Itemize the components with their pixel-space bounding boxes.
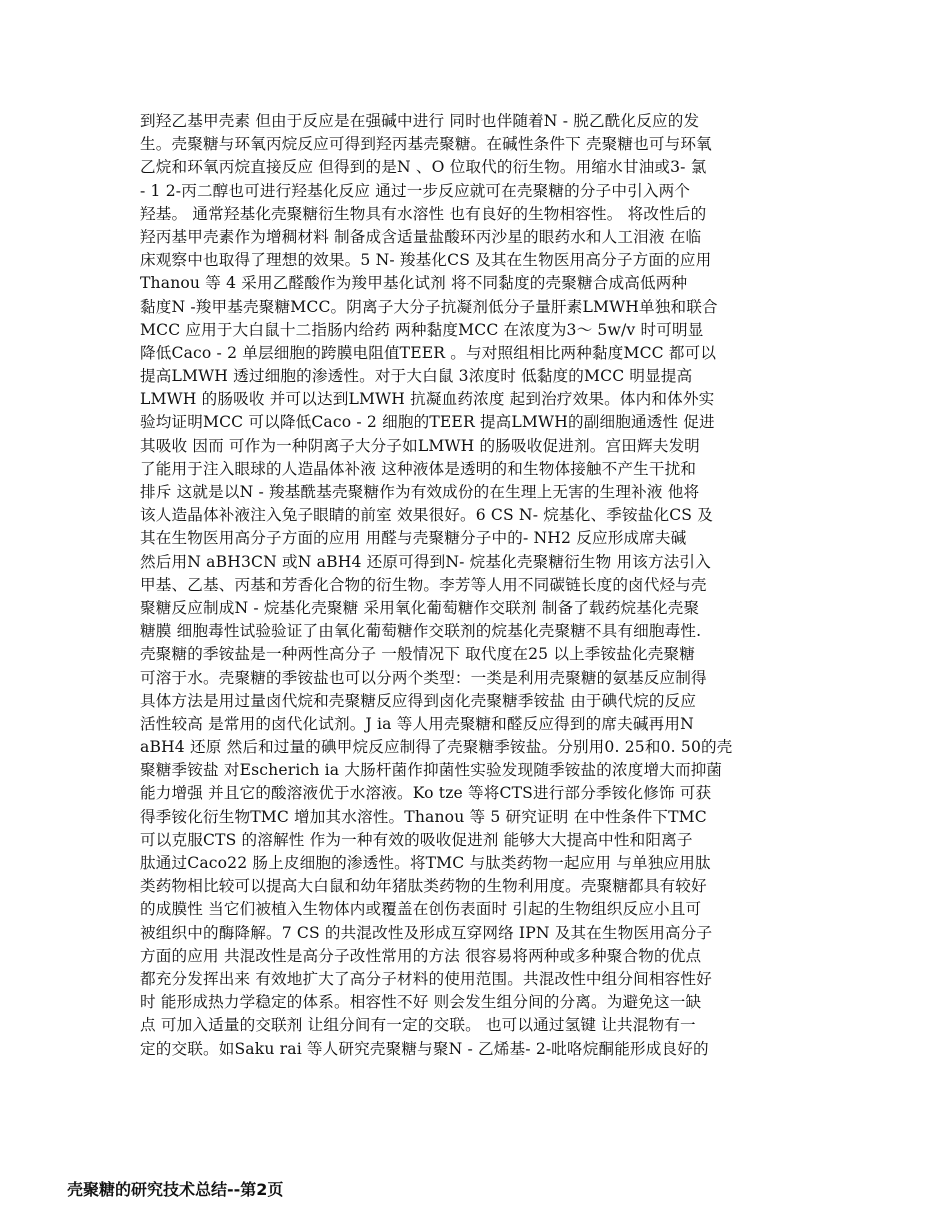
- text-line: - 1 2-丙二醇也可进行羟基化反应 通过一步反应就可在壳聚糖的分子中引入两个: [140, 181, 691, 200]
- text-line: 点 可加入适量的交联剂 让组分间有一定的交联。 也可以通过氢键 让共混物有一: [140, 1016, 696, 1035]
- text-line: 可溶于水。壳聚糖的季铵盐也可以分两个类型：一类是利用壳聚糖的氨基反应制得: [140, 668, 707, 687]
- text-line: 方面的应用 共混改性是高分子改性常用的方法 很容易将两种或多种聚合物的优点: [140, 946, 702, 965]
- text-line: 定的交联。如Saku rai 等人研究壳聚糖与聚N - 乙烯基- 2-吡咯烷酮能形成良好的: [140, 1039, 709, 1058]
- text-line: 可以克服CTS 的溶解性 作为一种有效的吸收促进剂 能够大大提高中性和阳离子: [140, 830, 693, 849]
- text-line: 提高LMWH 透过细胞的渗透性。对于大白鼠 3浓度时 低黏度的MCC 明显提高: [140, 367, 693, 386]
- text-line: 肽通过Caco22 肠上皮细胞的渗透性。将TMC 与肽类药物一起应用 与单独应用肽: [140, 854, 711, 872]
- text-line: 能力增强 并且它的酸溶液优于水溶液。Ko tze 等将CTS进行部分季铵化修饰 可获: [140, 784, 712, 803]
- page-footer: 壳聚糖的研究技术总结--第2页: [67, 1180, 284, 1199]
- text-line: Thanou 等 4 采用乙醛酸作为羧甲基化试剂 将不同黏度的壳聚糖合成高低两种: [140, 274, 688, 293]
- text-line: 降低Caco - 2 单层细胞的跨膜电阻值TEER 。与对照组相比两种黏度MCC 都可以: [140, 343, 717, 362]
- text-line: 其在生物医用高分子方面的应用 用醛与壳聚糖分子中的- NH2 反应形成席夫碱: [140, 529, 687, 548]
- text-line: 甲基、乙基、丙基和芳香化合物的衍生物。李芳等人用不同碳链长度的卤代烃与壳: [140, 575, 707, 594]
- text-line: 了能用于注入眼球的人造晶体补液 这种液体是透明的和生物体接触不产生干扰和: [140, 459, 697, 478]
- text-line: 排斥 这就是以N - 羧基酰基壳聚糖作为有效成份的在生理上无害的生理补液 他将: [140, 483, 700, 501]
- text-line: 床观察中也取得了理想的效果。5 N- 羧基化CS 及其在生物医用高分子方面的应用: [140, 251, 712, 270]
- text-line: 黏度N -羧甲基壳聚糖MCC。阴离子大分子抗凝剂低分子量肝素LMWH单独和联合: [140, 297, 718, 316]
- text-line: 羟基。 通常羟基化壳聚糖衍生物具有水溶性 也有良好的生物相容性。 将改性后的: [140, 204, 707, 223]
- body-text: [140, 110, 820, 1061]
- text-line: 活性较高 是常用的卤代化试剂。J ia 等人用壳聚糖和醛反应得到的席夫碱再用N: [140, 714, 694, 733]
- text-line: 验均证明MCC 可以降低Caco - 2 细胞的TEER 提高LMWH的副细胞通透性 促进: [140, 413, 715, 432]
- text-line: 其吸收 因而 可作为一种阴离子大分子如LMWH 的肠吸收促进剂。宫田辉夫发明: [140, 436, 700, 455]
- text-line: 时 能形成热力学稳定的体系。相容性不好 则会发生组分间的分离。为避免这一缺: [140, 993, 702, 1012]
- text-line: 聚糖季铵盐 对Escherich ia 大肠杆菌作抑菌性实验发现随季铵盐的浓度增大而抑菌: [140, 761, 723, 780]
- text-line: 壳聚糖的季铵盐是一种两性高分子 一般情况下 取代度在25 以上季铵盐化壳聚糖: [140, 645, 696, 664]
- text-line: 的成膜性 当它们被植入生物体内或覆盖在创伤表面时 引起的生物组织反应小且可: [140, 900, 702, 919]
- text-line: 乙烷和环氧丙烷直接反应 但得到的是N 、O 位取代的衍生物。用缩水甘油或3- 氯: [140, 158, 707, 177]
- text-line: 都充分发挥出来 有效地扩大了高分子材料的使用范围。共混改性中组分间相容性好: [140, 969, 712, 988]
- text-line: 生。壳聚糖与环氧丙烷反应可得到羟丙基壳聚糖。在碱性条件下 壳聚糖也可与环氧: [140, 135, 712, 154]
- text-line: 该人造晶体补液注入兔子眼睛的前室 效果很好。6 CS N- 烷基化、季铵盐化CS 及: [140, 506, 713, 525]
- text-line: 类药物相比较可以提高大白鼠和幼年猪肽类药物的生物利用度。壳聚糖都具有较好: [140, 877, 707, 896]
- text-line: 羟丙基甲壳素作为增稠材料 制备成含适量盐酸环丙沙星的眼药水和人工泪液 在临: [140, 227, 702, 246]
- text-line: 到羟乙基甲壳素 但由于反应是在强碱中进行 同时也伴随着N - 脱乙酰化反应的发: [140, 112, 700, 130]
- text-line: 然后用N aBH3CN 或N aBH4 还原可得到N- 烷基化壳聚糖衍生物 用该方法引入: [140, 552, 711, 571]
- text-line: aBH4 还原 然后和过量的碘甲烷反应制得了壳聚糖季铵盐。分别用0. 25和0. 50的壳: [140, 738, 733, 757]
- text-line: MCC 应用于大白鼠十二指肠内给药 两种黏度MCC 在浓度为3～ 5w/v 时可明显: [140, 320, 704, 339]
- text-line: 具体方法是用过量卤代烷和壳聚糖反应得到卤化壳聚糖季铵盐 由于碘代烷的反应: [140, 691, 697, 710]
- text-line: 糖膜 细胞毒性试验验证了由氧化葡萄糖作交联剂的烷基化壳聚糖不具有细胞毒性.: [140, 622, 702, 641]
- text-line: 聚糖反应制成N - 烷基化壳聚糖 采用氧化葡萄糖作交联剂 制备了载药烷基化壳聚: [140, 598, 700, 617]
- text-line: 得季铵化衍生物TMC 增加其水溶性。Thanou 等 5 研究证明 在中性条件下TMC: [140, 807, 707, 826]
- text-line: LMWH 的肠吸收 并可以达到LMWH 抗凝血药浓度 起到治疗效果。体内和体外实: [140, 390, 715, 409]
- text-line: 被组织中的酶降解。7 CS 的共混改性及形成互穿网络 IPN 及其在生物医用高分子: [140, 923, 713, 942]
